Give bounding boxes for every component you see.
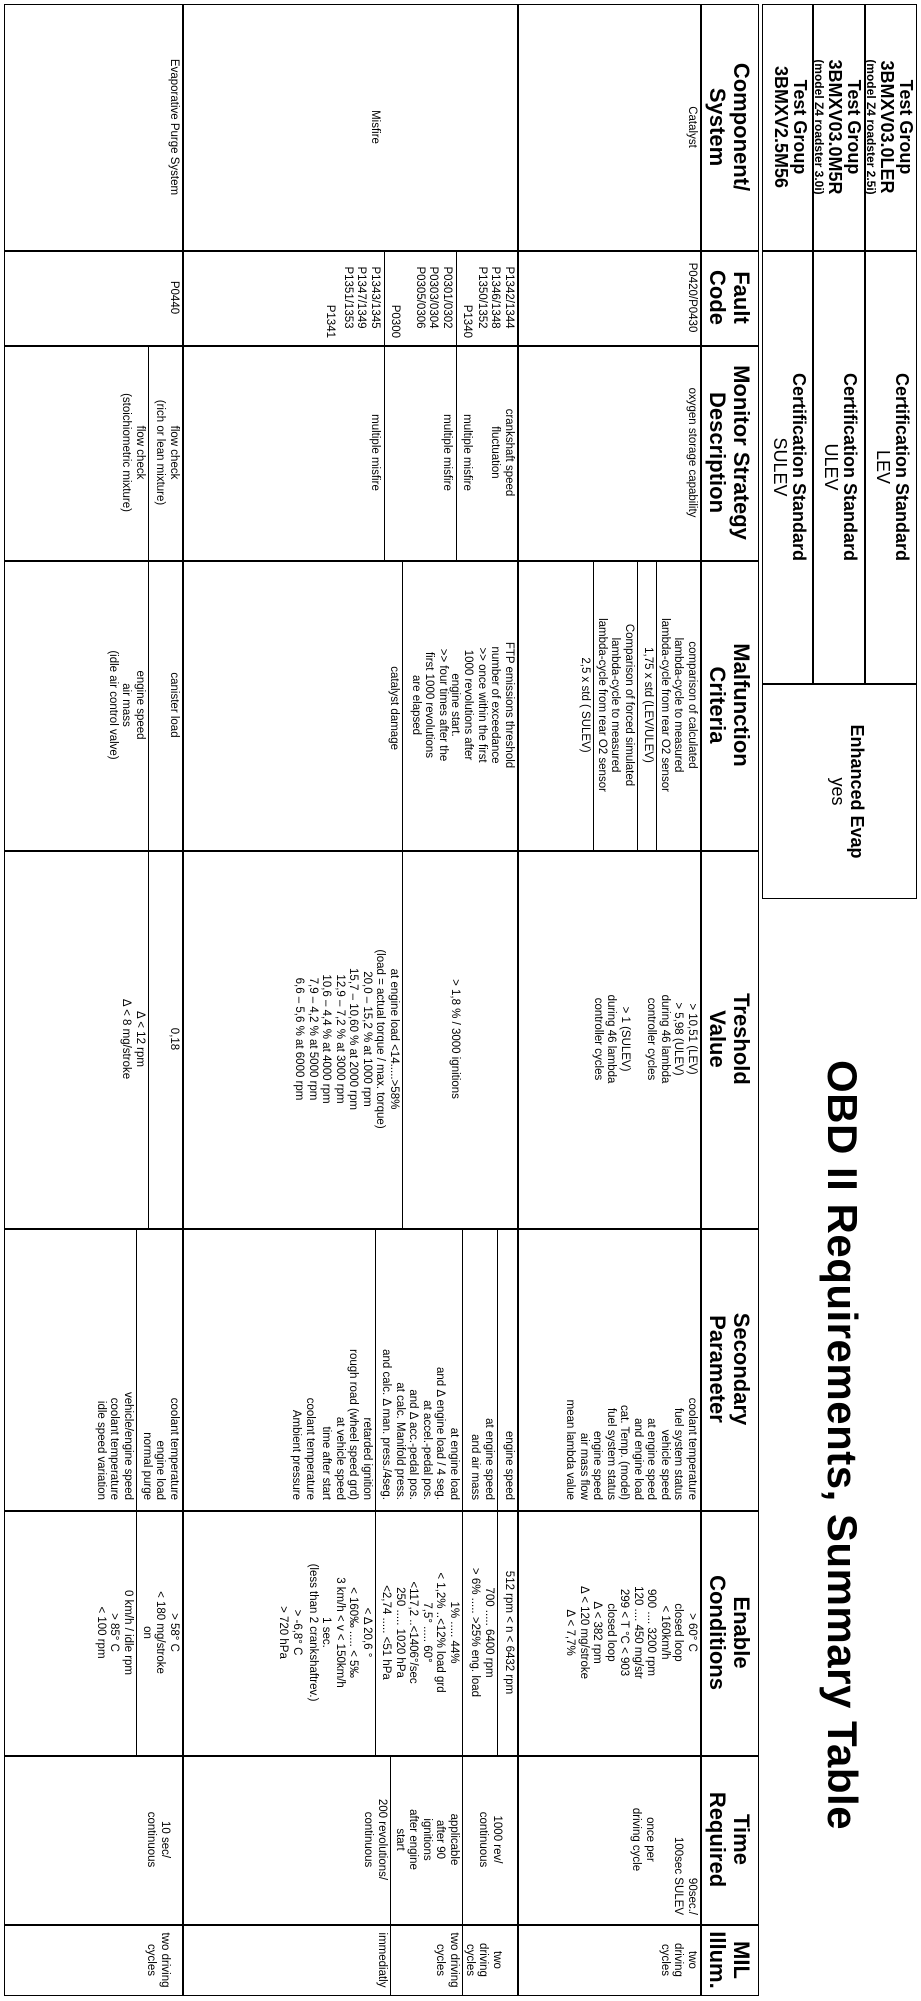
certification-3: Certification Standard SULEV xyxy=(770,372,809,562)
misfire-enable-b: 700 ..... 6400 rpm > 6% ..... >25% eng. load xyxy=(469,1567,495,1698)
header-enable-conditions: Enable Conditions xyxy=(705,1575,754,1690)
misfire-fault-e: P1343/1345 P1347/1349 P1351/1353 xyxy=(342,266,381,329)
misfire-fault-f: P1341 xyxy=(324,304,336,338)
catalyst-threshold-a: > 10,51 (LEV) > 5,98 (ULEV) during 46 lambda controller cycles xyxy=(645,994,698,1084)
misfire-malfunction-a: FTP emissions threshold number of exceedance >> once within the first 1000 revolutions after engine start. xyxy=(449,641,515,769)
test-group-3: Test Group 3BMXV2.5M56 xyxy=(771,65,810,189)
misfire-enable-c: 1% ..... 44% < 1,2% ..<12% load grd 7,5° ..... 60° <117,2 ..<1406°/sec 250 ..... 1020 hPa <2,74 ..... <51 hPa xyxy=(380,1572,460,1693)
catalyst-component: Catalyst xyxy=(686,106,698,148)
enhanced-evap: Enhanced Evap yes xyxy=(828,724,867,859)
misfire-mil-a: two driving cycles xyxy=(464,1943,503,1977)
catalyst-malfunction-b: 1,75 x std (LEV/ULEV) xyxy=(642,647,654,763)
misfire-component: Misfire xyxy=(369,110,381,144)
misfire-enable-a: 512 rpm < n < 6432 rpm xyxy=(503,1570,515,1695)
misfire-fault-b: P1340 xyxy=(461,304,473,338)
misfire-malfunction-c: catalyst damage xyxy=(388,666,400,750)
header-component: Component/ System xyxy=(705,62,754,192)
evap-malfunction-b: engine speed air mass (idle air control valve) xyxy=(107,650,146,760)
header-time-required: Time Required xyxy=(705,1791,754,1888)
catalyst-malfunction-d: 2,5 x std ( SULEV) xyxy=(579,657,591,753)
header-malfunction-criteria: Malfunction Criteria xyxy=(705,643,754,767)
test-group-2: Test Group 3BMXV03.0M5R (model Z4 roadster 3.0i) xyxy=(812,59,864,195)
misfire-malfunction-b: >> four times after the first 1000 revolutions are elapsed xyxy=(410,648,449,762)
page-title: OBD II Requirements, Summary Table xyxy=(819,1060,866,1831)
misfire-mil-b: two driving cycles xyxy=(434,1932,460,1988)
certification-1: Certification Standard LEV xyxy=(873,372,912,562)
header-threshold-value: Treshold Value xyxy=(705,993,754,1085)
certification-2: Certification Standard ULEV xyxy=(821,372,860,562)
misfire-fault-c: P0301/0302 P0303/0304 P0305/0306 xyxy=(414,266,453,329)
evap-secondary-b: vehicle/engine speed coolant temperature idle speed variation xyxy=(95,1391,134,1500)
misfire-threshold-b: at engine load <14.....>58% (load = actual torque / max. torque) 20,0 – 15,2 % at 1000 rpm 15,7 – 10,60 % at 2000 rpm 12,9 – 7,2 % at 3000 rpm 10,6 – 4,4 % at 4000 rpm 7,9 – 4,2 % at 5000 rpm 6,6 – 5,6 % at 6000 rpm xyxy=(293,949,400,1129)
misfire-enable-e: > -6,8° C > 720 hPa xyxy=(277,1606,303,1659)
evap-enable-b: 0 km/h / idle rpm > 85° C < 100 rpm xyxy=(95,1590,134,1675)
evap-malfunction-a: canister load xyxy=(168,672,180,738)
header-fault-code: Fault Code xyxy=(705,270,754,325)
test-group-1: Test Group 3BMXV03.0LER (model Z4 roadster 2.5i) xyxy=(864,59,916,195)
misfire-threshold-a: > 1,8 % / 3000 ignitions xyxy=(449,979,461,1099)
evap-component: Evaporative Purge System xyxy=(168,58,180,196)
evap-enable-a: > 58° C < 180 mg/stroke on xyxy=(141,1591,180,1674)
misfire-monitor-c: multiple misfire xyxy=(441,414,453,491)
misfire-monitor-a: crankshaft speed fluctuation xyxy=(489,408,515,497)
catalyst-malfunction-a: comparison of calculated lambda-cycle to measured lambda-cycle from rear O2 sensor xyxy=(659,618,698,792)
misfire-secondary-b: at engine speed and air mass xyxy=(469,1418,495,1500)
misfire-mil-c: immediatly xyxy=(376,1932,388,1988)
catalyst-malfunction-c: Comparison of forced simulated lambda-cycle to measured lambda-cycle from rear O2 sensor xyxy=(596,618,635,792)
misfire-secondary-d: retarded ignition rough road (wheel speed grd) at vehicle speed time after start xyxy=(320,1349,373,1500)
misfire-secondary-a: engine speed xyxy=(503,1430,515,1500)
misfire-fault-d: P0300 xyxy=(389,304,401,338)
catalyst-secondary: coolant temperature fuel system status vehicle speed at engine speed and engine load cat. Temp. (model) fuel system status engine speed air mass flow mean lambda value xyxy=(564,1397,698,1500)
catalyst-mil: two driving cycles xyxy=(659,1943,698,1977)
evap-threshold-a: 0,18 xyxy=(168,1027,180,1051)
header-monitor-strategy: Monitor Strategy Description xyxy=(705,365,754,540)
header-mil-illum: MIL Illum. xyxy=(705,1931,754,1989)
evap-secondary-a: coolant temperature engine load normal purge xyxy=(141,1397,180,1500)
misfire-time-c: 200 revolutions/ continuous xyxy=(362,1798,388,1881)
evap-threshold-b: Δ < 12 rpm Δ < 8 mg/stroke xyxy=(120,998,146,1080)
misfire-monitor-d: multiple misfire xyxy=(369,414,381,491)
evap-time: 10 sec/ continuous xyxy=(145,1811,171,1868)
catalyst-threshold-b: > 1 (SULEV) during 46 lambda controller cycles xyxy=(592,994,631,1084)
evap-monitor-b: flow check (stoichiometric mixture) xyxy=(120,393,146,512)
misfire-secondary-c: at engine load and Δ engine load / 4 seg. at accel.-pedal pos. and Δ acc.-pedal pos. at calc. Manifold press. and calc. Δ man. press./4seg. xyxy=(380,1349,460,1500)
catalyst-monitor: oxygen storage capability xyxy=(686,387,698,518)
misfire-monitor-b: multiple misfire xyxy=(461,414,473,491)
misfire-time-a: 1000 rev/ continuous xyxy=(477,1811,503,1868)
catalyst-time-b: once per driving cycle xyxy=(630,1807,656,1872)
evap-fault-code: P0440 xyxy=(168,280,180,315)
misfire-secondary-e: coolant temperature Ambient pressure xyxy=(290,1397,316,1500)
catalyst-fault-code: P0420/P0430 xyxy=(686,262,698,333)
misfire-time-b: applicable after 90 ignitions after engine start xyxy=(394,1809,460,1870)
misfire-enable-d: < Δ 20,6 ° < 160‰ ..... < 5‰ 3 km/h < v < 150km/h 1 sec. (less than 2 crankshaftrev.) xyxy=(307,1563,373,1702)
evap-mil: two driving cycles xyxy=(145,1932,171,1988)
evap-monitor-a: flow check (rich or lean mixture) xyxy=(154,399,180,506)
catalyst-time-a: 90sec./ 100sec SULEV xyxy=(672,1837,698,1915)
header-secondary-parameter: Secondary Parameter xyxy=(705,1312,754,1426)
misfire-fault-a: P1342/1344 P1346/1348 P1350/1352 xyxy=(476,266,515,329)
catalyst-enable: > 60° C closed loop < 160km/h 900 .... 3200 rpm 120 .... 450 mg/str 299 < T °C < 903 closed loop Δ < 382 rpm Δ < 120 mg/stroke Δ < 7,7% xyxy=(564,1585,698,1680)
